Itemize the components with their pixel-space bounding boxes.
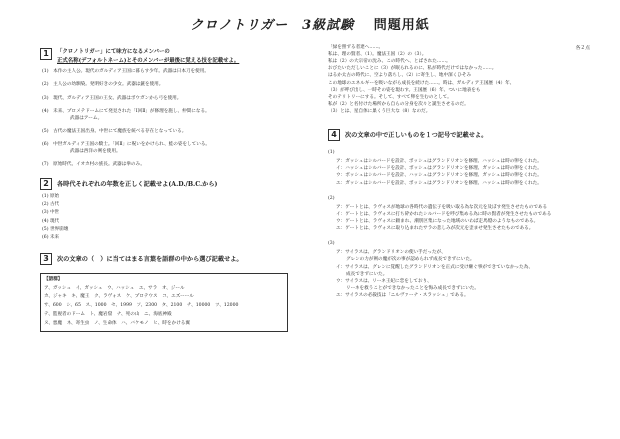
q4-option: エ：サイラスの必殺技は「ニルヴァーナ・スラッシュ」である。 bbox=[336, 292, 469, 298]
q4-group-3-label: (3) bbox=[328, 241, 335, 247]
question-3-text: 次の文章の（ ）に当てはまる言葉を語群の中から選び記載せよ。 bbox=[57, 255, 243, 263]
q1-item-1 bbox=[42, 68, 290, 75]
q4-group-3 bbox=[328, 240, 590, 299]
q4-option: イ：サイラスは、グレンに覚醒したグランドリオンを正式に受け継ぐ事ができていなかった為、 bbox=[336, 264, 533, 270]
q4-group-1 bbox=[328, 149, 590, 187]
page-title bbox=[0, 14, 620, 33]
passage-line: そのテリトリーにする。そして、すべて卵を生むのとして。 bbox=[328, 94, 452, 100]
title-sub: 問題用紙 bbox=[373, 18, 430, 33]
q4-option: ウ：ゲートとは、ラヴォスに頼まれ、潮別区集になった地域のいわば走馬燈のようなものである。 bbox=[336, 218, 539, 224]
passage-line: 「緑を照ずる者達へ……。 bbox=[328, 45, 384, 50]
q4-option: ア：サイラスは、グランドリオンの使い手だったが、 bbox=[336, 250, 446, 256]
q1-item-4-sub: 武器はアーム。 bbox=[70, 115, 103, 121]
question-1-number: 1 bbox=[40, 48, 52, 60]
q1-item-1-text: (1) 本作の主人公。現代のガルディア王国に暮らす少年。武器は日本刀を使用。 bbox=[42, 69, 209, 75]
word-bank-line: サ、600 シ、65 ス、1000 セ、1999 ソ、2300 タ、2100 チ、10000 ツ、12000 bbox=[44, 303, 239, 309]
word-bank-label: 【語群】 bbox=[44, 276, 63, 282]
q1-item-7 bbox=[42, 161, 290, 168]
question-1-line1: 「クロノトリガー」にて味方になるメンバーの bbox=[57, 49, 170, 55]
q1-item-4-text: (4) 未来、プロメテドームにて発見された「I回Ⅱ」が修理を施し、仲間になる。 bbox=[42, 108, 210, 114]
q1-item-4 bbox=[42, 108, 290, 122]
word-bank-line: ヌ、悪魔 ネ、寄生虫 ノ、生命体 ハ、バケモノ ヒ、時をかける翼 bbox=[44, 320, 190, 326]
q2-item: (6) 未来 bbox=[42, 234, 60, 240]
q1-item-5-text: (5) 古代の魔法王国出身。中世にて魔族を統べる存在となっている。 bbox=[42, 128, 187, 134]
q4-option: ア：ゲートとは、ラヴォスが地球の各時代の遺伝子を吸い取る為な次元を及ぼす発生させたものである bbox=[336, 204, 548, 210]
q1-item-6 bbox=[42, 141, 290, 155]
passage-line: この地球のエネルギーを吸いながら成長を続けた……。時は、ガルディア王国歴（4）年、 bbox=[328, 80, 515, 86]
passage-line: 私は（2）の大宗帝の沈み、この時代へ、とばされた……。 bbox=[328, 59, 451, 65]
question-4-text: 次の文章の中で正しいものを１つ記号で記載せよ。 bbox=[345, 132, 488, 140]
q4-option: イ：ゲートとは、ラヴォスに打ち砕かれたシルバードを呼び集める為に時の賢者が発生させたものである bbox=[336, 211, 552, 217]
q2-item: (3) 中世 bbox=[42, 210, 60, 216]
q4-group-2-label: (2) bbox=[328, 195, 335, 201]
word-bank-line: カ、ジャキ キ、魔王 ク、ラヴォス ケ、プロテウス コ、エズーール bbox=[44, 294, 194, 300]
q4-option: エ：ゲートとは、ラヴォスに取り込まれたサラの悲しみが次元を歪ませ発生させたものである。 bbox=[336, 226, 534, 232]
question-1-line2: 正式名称(デフォルトネーム)とそのメンバーが最後に覚える技を記載せよ。 bbox=[57, 57, 240, 64]
q2-item: (4) 現代 bbox=[42, 218, 60, 224]
q4-option: ア：ガッシュはシルバードを設計、ボッシュはグランドリオンを修理、ハッシュは時の卵をくれた。 bbox=[336, 159, 542, 165]
word-bank bbox=[40, 273, 288, 332]
question-1-text bbox=[57, 48, 239, 65]
q4-group-1-label: (1) bbox=[328, 150, 335, 156]
q4-group-2 bbox=[328, 195, 590, 233]
question-4-number: 4 bbox=[328, 129, 340, 141]
word-bank-line: テ、監視者のドーム ト、魔岩窟 ナ、死の山 ニ、海底神殿 bbox=[44, 311, 172, 317]
right-column bbox=[328, 44, 590, 299]
question-2-header bbox=[40, 178, 290, 190]
passage-line: （3）とは、星自体に巣くう巨大な（8）なのだ。 bbox=[328, 108, 431, 114]
passage-line: はるか太古の時代に、空より落ちし、（2）に寄生し、地中深くひそみ bbox=[328, 73, 472, 79]
passage-line: 私が（2）と名付けた場所から自らの分身を次々と誕生させるのだ。 bbox=[328, 101, 469, 107]
q1-item-5 bbox=[42, 128, 290, 135]
question-4-header bbox=[328, 129, 590, 141]
question-3-header bbox=[40, 253, 290, 265]
question-3-number: 3 bbox=[40, 253, 52, 265]
q1-item-7-text: (7) 原始時代、イオカ村の族長。武器は拳のみ。 bbox=[42, 162, 145, 168]
q1-item-3-text: (3) 現代、ガルディア王国の王女。武器はボウガンから弓を使用。 bbox=[42, 95, 182, 101]
q4-option-cont: グレンの力が剣の魔が次の事が認められず成長できずにいた。 bbox=[346, 257, 475, 263]
q1-item-6-text: (6) 中世ガルディア王国の騎士。「回Ⅱ」に呪いをかけられ、蛙の姿をしている。 bbox=[42, 141, 211, 147]
passage-line: （3）が呼び出し、一時その姿を現わす。王国歴（6）年、ついに地表をも bbox=[328, 87, 481, 93]
passage-line: おびたいただしいことに（3）が眠られるのに、私が時代だけではなかった……。 bbox=[328, 66, 497, 72]
q4-option-cont: リーネを救うことができなかったことを悔み成長できずにいた。 bbox=[346, 285, 479, 291]
q1-item-3 bbox=[42, 95, 290, 102]
q1-item-6-sub: 武器は西洋の剣を使用。 bbox=[70, 149, 121, 155]
question-1-header bbox=[40, 48, 290, 65]
passage-line: 私は、理の賢者、（1）。魔法王国（2）の（3）。 bbox=[328, 52, 427, 58]
left-column bbox=[40, 44, 290, 332]
question-2-items bbox=[42, 193, 290, 241]
word-bank-line: ア、ガッシュ イ、ガッシュ ウ、ハッシュ エ、サラ オ、ジール bbox=[44, 285, 185, 291]
question-2-text: 各時代それぞれの年数を正しく記載せよ(A.D./B.C.から) bbox=[57, 181, 218, 189]
points-note: 各２点 bbox=[575, 46, 590, 51]
q4-option: イ：ハッシュはシルバードを設計、ボッシュはグランドリオンを修理、ガッシュは時の卵をくれた。 bbox=[336, 166, 542, 172]
q2-item: (2) 古代 bbox=[42, 202, 60, 208]
question-1-items bbox=[42, 68, 290, 168]
q4-option: エ：ガッシュはシルバードを設計、ボッシュはグランドリオンを修理、ハッシュは時の卵をくれた。 bbox=[336, 180, 542, 186]
q2-item: (1) 原始 bbox=[42, 194, 60, 200]
q2-item: (5) 世界崩壊 bbox=[42, 226, 69, 232]
title-main: クロノトリガー 3級試験 bbox=[190, 18, 355, 33]
q4-option: ウ：サイラスは、リーネ王妃に恋をしており、 bbox=[336, 278, 432, 284]
q4-option-cont: 成長できずにいた。 bbox=[346, 271, 388, 277]
q1-item-2 bbox=[42, 81, 290, 88]
question-2-number: 2 bbox=[40, 178, 52, 190]
q3-passage bbox=[328, 44, 590, 115]
q1-item-2-text: (2) 主人公の幼馴染。発明好きの少女。武器は銃を使用。 bbox=[42, 82, 164, 88]
q4-option: ウ：ボッシュはシルバードを設計、ハッシュはグランドリオンを修理、ガッシュは時の卵をくれた。 bbox=[336, 173, 542, 179]
